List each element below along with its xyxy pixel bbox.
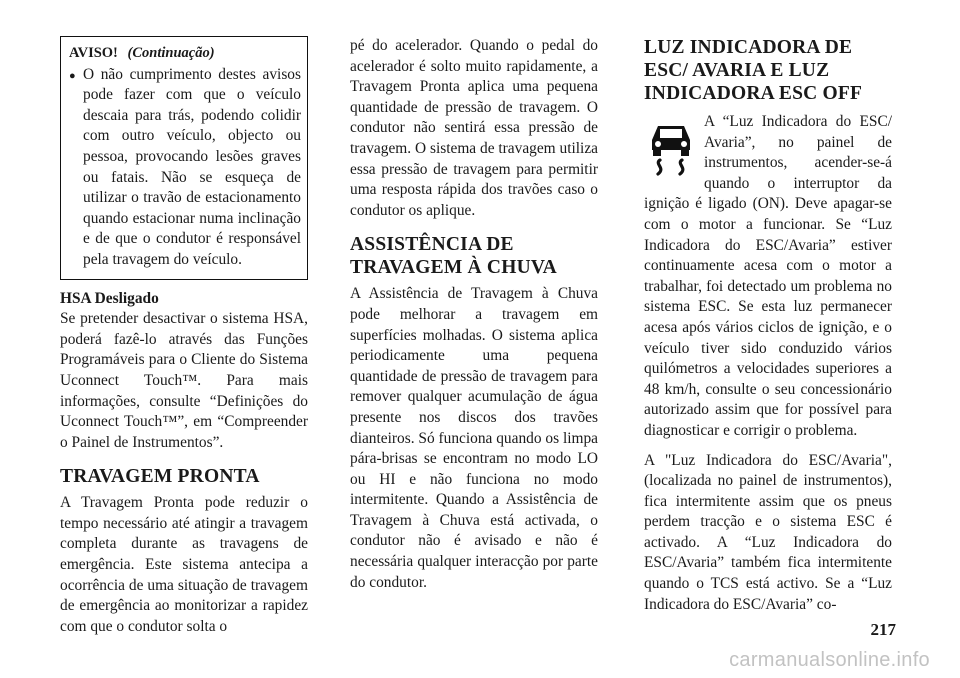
bullet-dot-icon: ●	[69, 69, 76, 82]
travagem-pronta-continued: pé do acelerador. Quando o pedal do acelerador é solto muito rapidamente, a Travagem Pronta aplica uma pequena quantidade de pressão de travagem. O condutor não sentirá essa pressão de travagem. O sistema de travagem utiliza essa pressão de travagem para permitir uma resposta rápida dos travões caso o condutor os aplique.	[350, 37, 598, 219]
warning-box	[60, 36, 308, 280]
warning-continuation: (Continuação)	[127, 45, 215, 61]
page-number: 217	[870, 620, 896, 639]
column-middle	[350, 36, 598, 593]
warning-bullet-text: O não cumprimento destes avisos pode fazer com que o veículo descaia para trás, podendo colidir com outro veículo, objecto ou pessoa, provocando lesões graves ou fatais. Não se esqueça de utilizar o travão de estacionamento quando estacionar numa inclinação e de que o condutor é responsável pela travagem do veículo.	[83, 65, 301, 268]
assistencia-chuva-paragraph: A Assistência de Travagem à Chuva pode melhorar a travagem em superfícies molhadas. O sistema aplica periodicamente uma pequena quantidade de pressão de travagem para remover qualquer acumulação de água presente nos discos dos travões dianteiros. Só funciona quando os limpa pára-brisas se encontram no modo LO ou HI e não funciona no modo intermitente. Quando a Assistência de Travagem à Chuva está activada, o condutor não é avisado e não é necessária qualquer interacção por parte do condutor.	[350, 285, 598, 591]
column-right	[644, 36, 892, 615]
warning-heading	[69, 43, 301, 64]
watermark: carmanualsonline.info	[729, 649, 930, 671]
esc-indicator-heading: LUZ INDICADORA DE ESC/ AVARIA E LUZ INDICADORA ESC OFF	[644, 37, 863, 104]
warning-title: AVISO!	[69, 45, 118, 61]
travagem-pronta-paragraph: A Travagem Pronta pode reduzir o tempo necessário até atingir a travagem completa durante as travagens de emergência. Este sistema antecipa a ocorrência de uma situação de travagem de emergência ao monitorizar a rapidez com que o condutor solta o	[60, 494, 308, 635]
assistencia-chuva-heading: ASSISTÊNCIA DE TRAVAGEM À CHUVA	[350, 234, 557, 279]
esc-skid-car-icon	[644, 116, 698, 184]
hsa-subheading: HSA Desligado	[60, 289, 159, 307]
hsa-paragraph: Se pretender desactivar o sistema HSA, poderá fazê-lo através das Funções Programáveis para o Cliente do Sistema Uconnect Touch™. Para mais informações, consulte “Definições do Uconnect Touch™”, em “Compreender o Painel de Instrumentos”.	[60, 310, 308, 451]
esc-paragraph-2: A "Luz Indicadora do ESC/Avaria", (localizada no painel de instrumentos), fica intermitente assim que os pneus perdem tracção e o sistema ESC é activado. A “Luz Indicadora do ESC/Avaria” também fica intermitente quando o TCS está activo. Se a “Luz Indicadora do ESC/Avaria” co-	[644, 451, 892, 613]
travagem-pronta-heading: TRAVAGEM PRONTA	[60, 466, 260, 488]
esc-paragraph-1: A “Luz Indicadora do ESC/ Avaria”, no painel de instrumentos, acender-se-á quando o interruptor da ignição é ligado (ON). Deve apagar-se com o motor a funcionar. Se “Luz Indicadora do ESC/Avaria” estiver continuamente acesa com o motor a trabalhar, foi detectado um problema no sistema ESC. Se esta luz permanecer acesa após vários ciclos de ignição, e o veículo tiver sido conduzido vários quilómetros a velocidades superiores a 48 km/h, consulte o seu concessionário autorizado assim que for possível para diagnosticar e corrigir o problema.	[644, 113, 892, 439]
column-left	[60, 36, 308, 637]
warning-bullet	[69, 65, 301, 271]
